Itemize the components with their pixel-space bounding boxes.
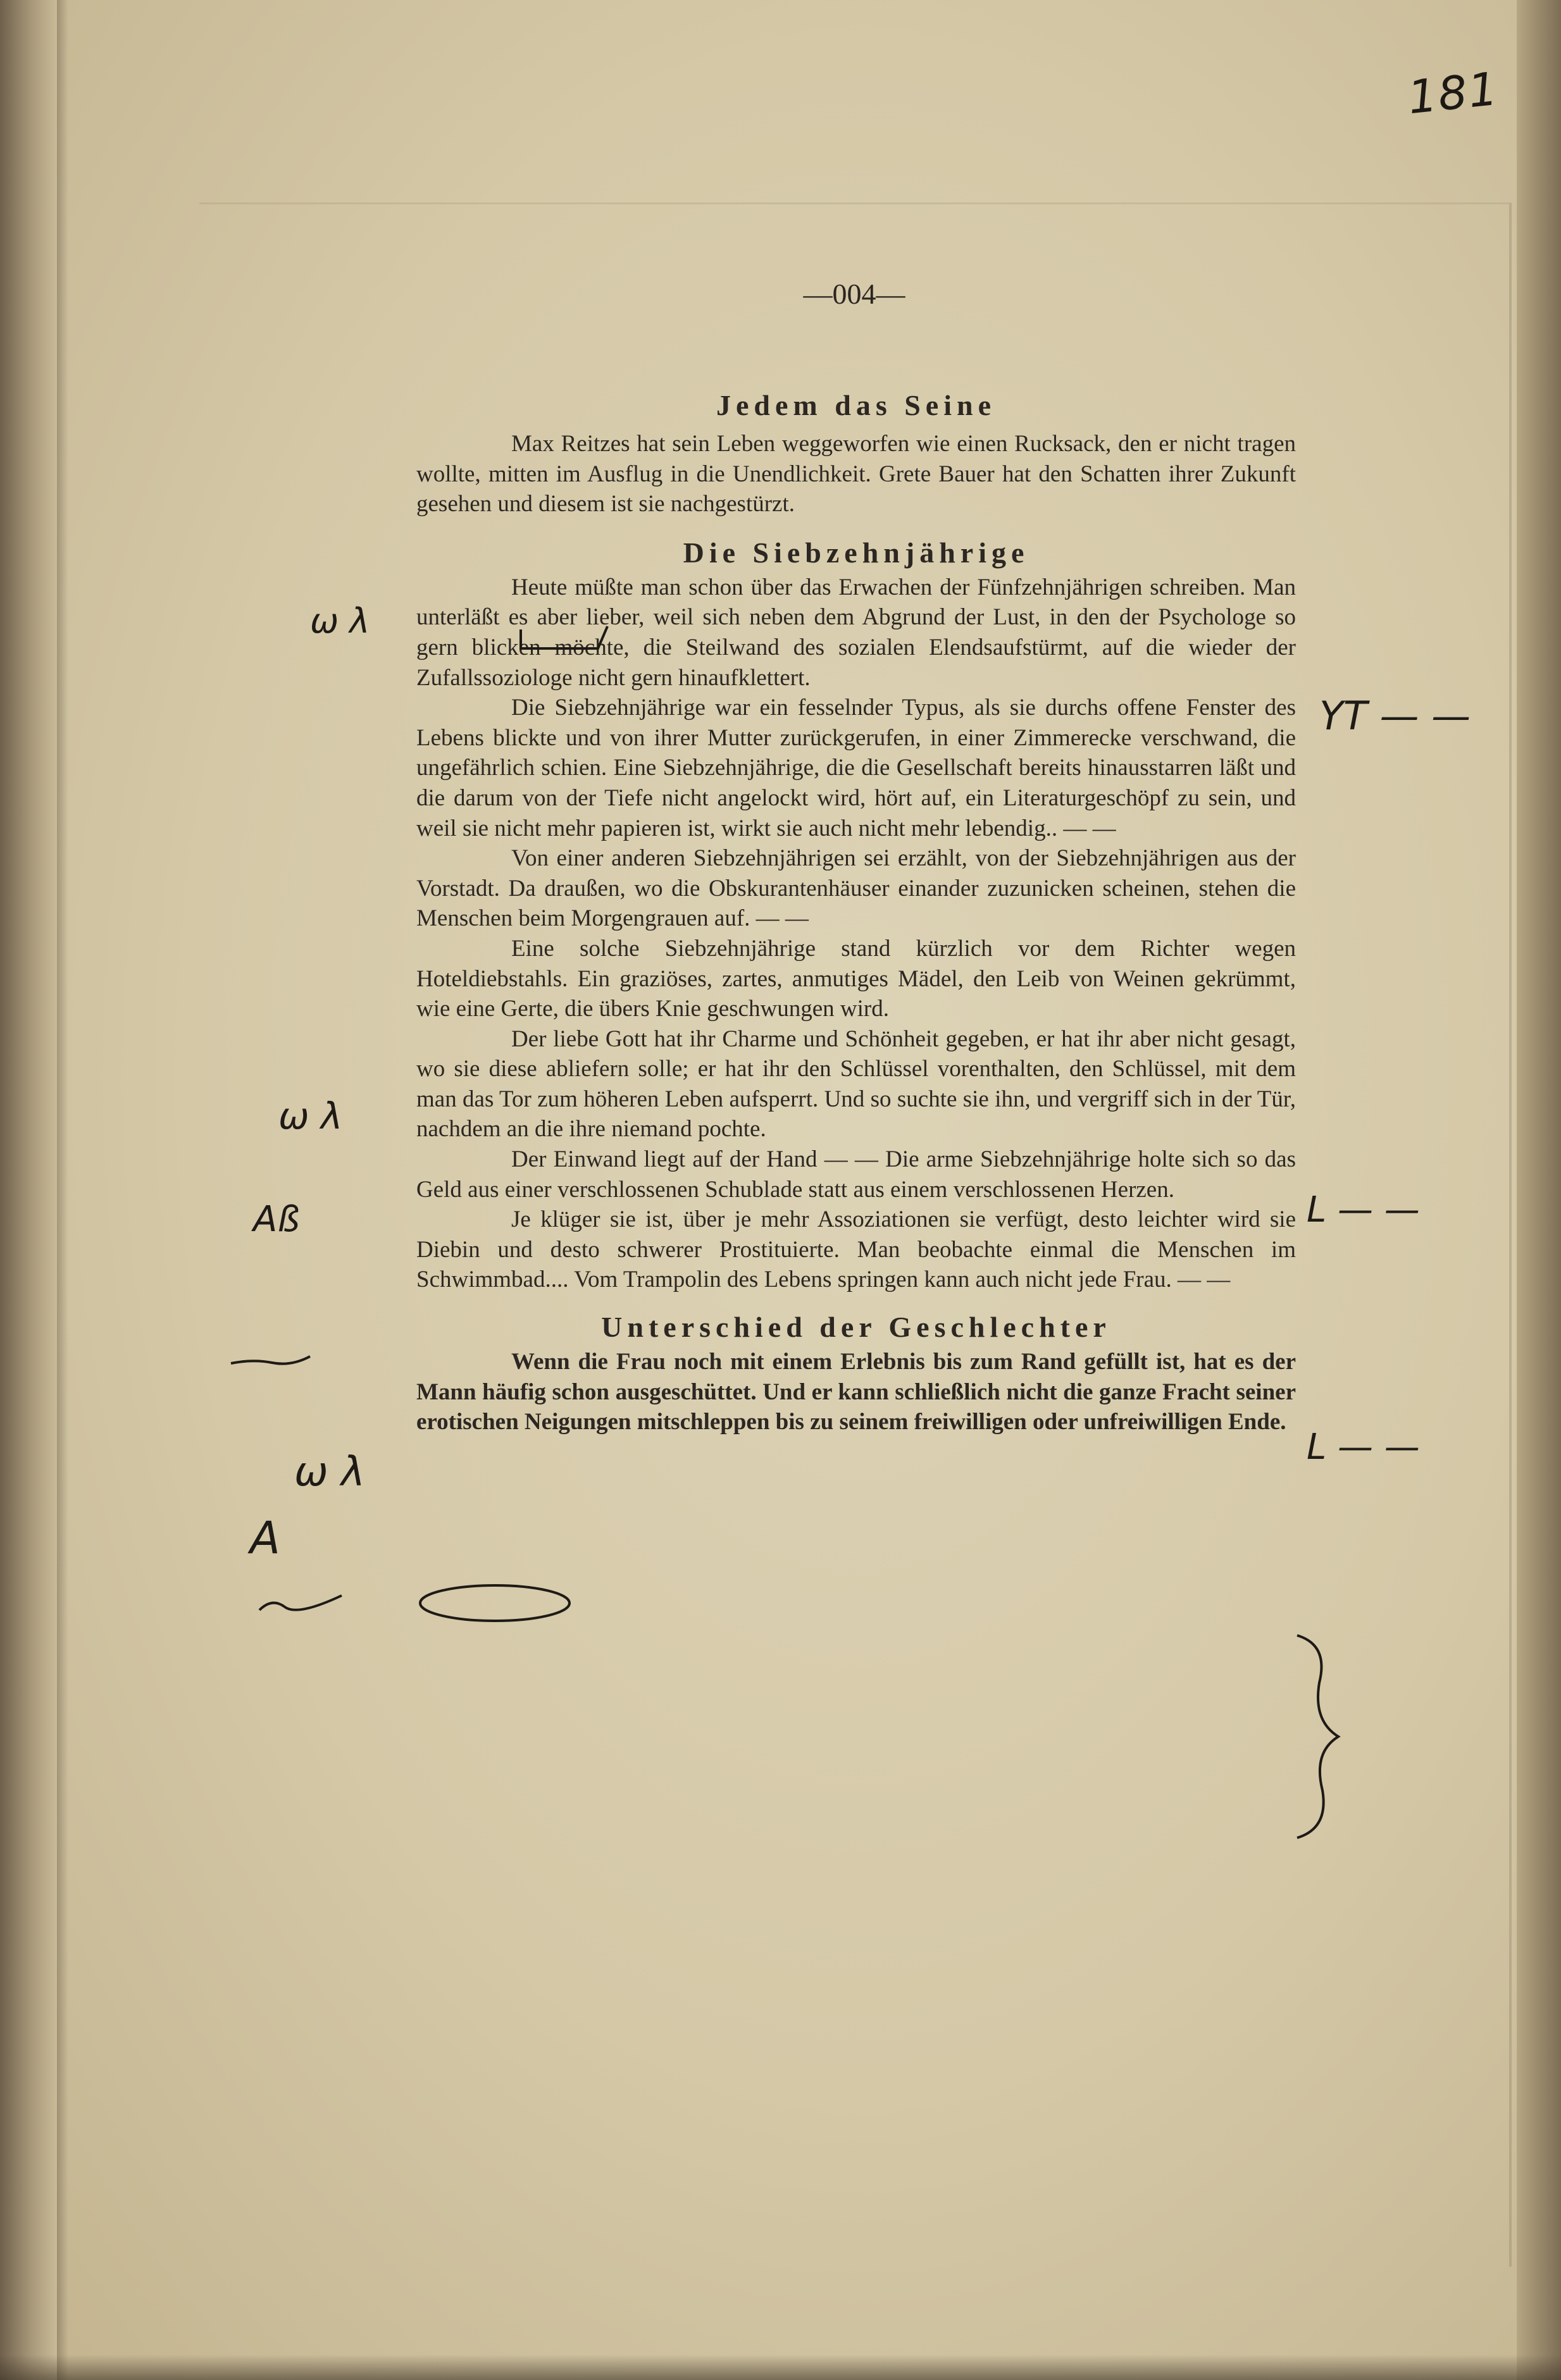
margin-note-left: Aß xyxy=(253,1199,300,1240)
paragraph: Eine solche Siebzehnjährige stand kürzlich vor dem Richter wegen Hoteldiebstahls. Ein graziöses, zartes, anmutiges Mädel, den Leib von Weinen gekrümmt, wie eine Gerte, die übers Knie geschwungen wird. xyxy=(416,935,1296,1022)
pencil-dash-icon xyxy=(228,1348,316,1373)
margin-note-left: ω λ xyxy=(278,1094,343,1137)
binding-shadow xyxy=(57,0,68,2380)
section-title: Unterschied der Geschlechter xyxy=(601,1311,1111,1344)
curly-brace-icon xyxy=(1284,1632,1354,1841)
paragraph: Die Siebzehnjährige war ein fesselnder Typus, als sie durchs offene Fenster des Lebens blickte und von ihrer Mutter zurückgerufen, in einer Zimmerecke verschwand, die ungefährlich schien. Eine Siebzehnjährige, die die Gesellschaft bereits hinausstarren läßt und die darum von der Tiefe nicht angelockt wird, hört auf, ein Literaturgeschöpf zu sein, und weil sie nicht mehr papieren ist, wirkt sie auch nicht mehr lebendig.. — — xyxy=(416,695,1296,841)
insert-bracket-icon xyxy=(516,623,611,655)
circled-word-icon xyxy=(418,1582,576,1626)
margin-note-left: ω λ xyxy=(310,601,370,641)
paragraph: Der liebe Gott hat ihr Charme und Schönheit gegeben, er hat ihr aber nicht gesagt, wo sie diese abliefern solle; er hat ihr den Schlüssel vorenthalten, den Schlüssel, mit dem man das Tor zum höheren Leben aufsperrt. Und so suchte sie ihn, und vergriff sich in der Tür, nachdem an die ihre niemand pochte. xyxy=(416,1026,1296,1143)
paragraph: Je klüger sie ist, über je mehr Assoziationen sie verfügt, desto leichter wird sie Diebin und desto schwerer Prostituierte. Man beobachte einmal die Menschen im Schwimmbad.... Vom Trampolin des Lebens springen kann auch nicht jede Frau. — — xyxy=(416,1206,1296,1293)
paragraph: Von einer anderen Siebzehnjährigen sei erzählt, von der Siebzehnjährigen aus der Vorstadt. Da draußen, wo die Obskurantenhäuser einander zuzunicken scheinen, stehen die Menschen beim Morgengrauen auf. — — xyxy=(416,845,1296,932)
book-binding xyxy=(0,0,57,2380)
margin-note-right: L — — xyxy=(1307,1427,1420,1468)
margin-note-right: YT — — xyxy=(1319,693,1471,739)
page-edge xyxy=(1517,0,1561,2380)
page-number: —004— xyxy=(803,278,905,310)
section-title: Die Siebzehnjährige xyxy=(683,536,1029,569)
paragraph: Wenn die Frau noch mit einem Erlebnis bis zum Rand gefüllt ist, hat es der Mann häufig schon ausgeschüttet. Und er kann schließlich nicht die ganze Fracht seiner erotischen Neigungen mitschleppen bis zu seinem freiwilligen oder unfreiwilligen Ende. xyxy=(416,1349,1296,1435)
pencil-stroke-icon xyxy=(253,1582,348,1620)
paragraph: Heute müßte man schon über das Erwachen der Fünfzehnjährigen schreiben. Man unterläßt es aber lieber, weil sich neben dem Abgrund der Lust, in den der Psychologe so gern blicken möchte, die Steilwand des sozialen Elendsaufstürmt, auf die wieder der Zufallssoziologe nicht gern hinaufklettert. xyxy=(416,574,1296,691)
margin-note-right: L — — xyxy=(1307,1189,1420,1230)
article-body xyxy=(416,386,1296,1437)
margin-note-left: ω λ xyxy=(294,1449,365,1496)
paragraph: Der Einwand liegt auf der Hand — — Die arme Siebzehnjährige holte sich so das Geld aus einer verschlossenen Schublade statt aus einem verschlossenen Herzen. xyxy=(416,1146,1296,1203)
margin-note-left: A xyxy=(250,1512,280,1564)
section-title: Jedem das Seine xyxy=(716,389,996,421)
paragraph: Max Reitzes hat sein Leben weggeworfen wie einen Rucksack, den er nicht tragen wollte, mitten im Ausflug in die Unendlichkeit. Grete Bauer hat den Schatten ihrer Zukunft gesehen und diesem ist sie nachgestürzt. xyxy=(416,431,1296,518)
folio-number: 181 xyxy=(1405,61,1502,125)
page-bottom-edge xyxy=(0,2355,1561,2380)
